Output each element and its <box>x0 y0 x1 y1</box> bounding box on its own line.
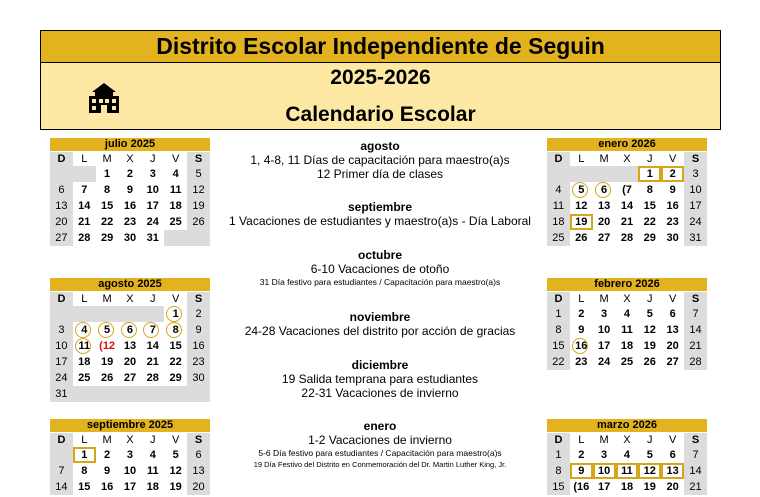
weekday-label: D <box>547 433 570 447</box>
empty-cell <box>570 166 593 182</box>
month-title: febrero 2026 <box>547 278 707 292</box>
day-cell: 5 <box>96 322 119 338</box>
day-cell: 6 <box>593 182 616 198</box>
day-cell: 29 <box>164 370 187 386</box>
event-month-title: enero <box>363 419 397 433</box>
day-cell: 17 <box>119 479 142 495</box>
day-cell: 29 <box>638 230 661 246</box>
day-cell: 10 <box>119 463 142 479</box>
empty-cell <box>616 166 639 182</box>
day-cell: 16 <box>570 338 593 354</box>
day-cell: 25 <box>616 354 639 370</box>
day-cell: 27 <box>661 354 684 370</box>
day-cell: (16 <box>570 479 593 495</box>
empty-cell <box>50 306 73 322</box>
day-cell: 28 <box>616 230 639 246</box>
month-title: enero 2026 <box>547 138 707 152</box>
day-cell: 4 <box>141 447 164 463</box>
event-line: 1-2 Vacaciones de invierno <box>308 433 452 447</box>
day-cell: 1 <box>164 306 187 322</box>
day-cell: 18 <box>547 214 570 230</box>
day-cell: 19 <box>164 479 187 495</box>
month-title: julio 2025 <box>50 138 210 152</box>
day-cell: 12 <box>187 182 210 198</box>
day-cell: 2 <box>119 166 142 182</box>
day-cell: 7 <box>684 447 707 463</box>
day-cell: 25 <box>164 214 187 230</box>
weekday-label: J <box>141 292 164 306</box>
weekday-label: X <box>119 152 142 166</box>
day-cell: 12 <box>638 322 661 338</box>
school-year: 2025-2026 <box>330 66 431 89</box>
day-cell: 5 <box>187 166 210 182</box>
weekday-label: M <box>593 433 616 447</box>
event-line: 22-31 Vacaciones de invierno <box>301 386 459 400</box>
event-month-title: diciembre <box>351 358 409 372</box>
month-title: septiembre 2025 <box>50 419 210 433</box>
day-cell: 3 <box>593 306 616 322</box>
weekday-label: S <box>187 433 210 447</box>
day-cell: 13 <box>119 338 142 354</box>
day-cell: 2 <box>570 306 593 322</box>
day-cell: 11 <box>141 463 164 479</box>
empty-cell <box>187 386 210 402</box>
day-cell: 13 <box>661 322 684 338</box>
day-cell: 5 <box>164 447 187 463</box>
district-title: Distrito Escolar Independiente de Seguin <box>156 33 605 59</box>
day-cell: 20 <box>119 354 142 370</box>
day-cell: 30 <box>187 370 210 386</box>
day-cell: 26 <box>187 214 210 230</box>
day-cell: 11 <box>164 182 187 198</box>
day-cell: 4 <box>547 182 570 198</box>
empty-cell <box>96 386 119 402</box>
weekday-label: S <box>684 152 707 166</box>
calendar-febrero <box>547 278 707 370</box>
weekday-label: X <box>119 292 142 306</box>
weekday-label: V <box>661 433 684 447</box>
weekday-label: X <box>616 292 639 306</box>
day-cell: 23 <box>661 214 684 230</box>
day-cell: 21 <box>684 338 707 354</box>
day-cell: 17 <box>141 198 164 214</box>
day-cell: 22 <box>547 354 570 370</box>
day-cell: 14 <box>50 479 73 495</box>
day-cell: 14 <box>684 463 707 479</box>
day-cell: 15 <box>547 338 570 354</box>
day-cell: 8 <box>73 463 96 479</box>
day-cell: 5 <box>570 182 593 198</box>
day-cell: 3 <box>50 322 73 338</box>
event-note: 31 Día festivo para estudiantes / Capacitación para maestro(a)s <box>259 277 501 287</box>
day-cell: 26 <box>96 370 119 386</box>
day-cell: 14 <box>684 322 707 338</box>
day-cell: 19 <box>187 198 210 214</box>
day-cell: 2 <box>187 306 210 322</box>
empty-cell <box>547 166 570 182</box>
events-septiembre <box>220 200 540 228</box>
day-cell: 18 <box>73 354 96 370</box>
weekday-label: S <box>684 292 707 306</box>
day-cell: 6 <box>661 447 684 463</box>
weekday-label: V <box>164 152 187 166</box>
weekday-label: X <box>119 433 142 447</box>
day-cell: 13 <box>50 198 73 214</box>
day-cell: 7 <box>50 463 73 479</box>
day-cell: 8 <box>638 182 661 198</box>
day-cell: 21 <box>73 214 96 230</box>
event-note: 19 Día Festivo del Distrito en Conmemoración del Dr. Martin Luther King, Jr. <box>253 460 507 469</box>
empty-cell <box>119 306 142 322</box>
weekday-label: D <box>547 152 570 166</box>
event-line: 6-10 Vacaciones de otoño <box>310 262 450 276</box>
day-cell: 29 <box>96 230 119 246</box>
day-cell: 18 <box>164 198 187 214</box>
day-cell: 6 <box>187 447 210 463</box>
weekday-label: L <box>570 292 593 306</box>
weekday-label: V <box>661 292 684 306</box>
event-line: 24-28 Vacaciones del distrito por acción de gracias <box>244 324 516 338</box>
weekday-label: J <box>638 292 661 306</box>
day-cell: 25 <box>73 370 96 386</box>
day-cell: 4 <box>616 447 639 463</box>
month-title: marzo 2026 <box>547 419 707 433</box>
day-cell: 18 <box>616 338 639 354</box>
events-noviembre <box>220 310 540 338</box>
day-cell: 11 <box>616 322 639 338</box>
day-cell: 5 <box>638 447 661 463</box>
day-cell: 16 <box>187 338 210 354</box>
empty-cell <box>164 230 187 246</box>
weekday-label: J <box>141 433 164 447</box>
weekday-label: M <box>593 152 616 166</box>
day-cell: 1 <box>547 306 570 322</box>
day-cell: 25 <box>547 230 570 246</box>
day-cell: 24 <box>141 214 164 230</box>
day-cell: 22 <box>164 354 187 370</box>
day-cell: 23 <box>119 214 142 230</box>
day-cell: (12 <box>96 338 119 354</box>
day-cell: 28 <box>73 230 96 246</box>
day-cell: 11 <box>73 338 96 354</box>
day-cell: 6 <box>119 322 142 338</box>
day-cell: 14 <box>616 198 639 214</box>
day-cell: 10 <box>684 182 707 198</box>
day-cell: 14 <box>73 198 96 214</box>
weekday-label: V <box>661 152 684 166</box>
event-month-title: noviembre <box>349 310 411 324</box>
weekday-label: L <box>73 433 96 447</box>
day-cell: 13 <box>661 463 684 479</box>
weekday-label: M <box>96 152 119 166</box>
day-cell: 15 <box>73 479 96 495</box>
day-cell: 23 <box>187 354 210 370</box>
weekday-label: D <box>50 152 73 166</box>
day-cell: 9 <box>661 182 684 198</box>
day-cell: 15 <box>547 479 570 495</box>
day-cell: 27 <box>119 370 142 386</box>
events-agosto <box>220 139 540 181</box>
day-cell: 9 <box>96 463 119 479</box>
day-cell: 5 <box>638 306 661 322</box>
day-cell: 11 <box>616 463 639 479</box>
empty-cell <box>96 306 119 322</box>
title-bar <box>41 31 720 63</box>
day-cell: 21 <box>141 354 164 370</box>
day-cell: 20 <box>50 214 73 230</box>
day-cell: 26 <box>638 354 661 370</box>
day-cell: 28 <box>141 370 164 386</box>
day-cell: 27 <box>593 230 616 246</box>
day-cell: 26 <box>570 230 593 246</box>
day-cell: 13 <box>187 463 210 479</box>
empty-cell <box>164 386 187 402</box>
day-cell: 31 <box>684 230 707 246</box>
day-cell: 20 <box>661 479 684 495</box>
calendar-header <box>40 30 721 130</box>
day-cell: 9 <box>119 182 142 198</box>
day-cell: 14 <box>141 338 164 354</box>
weekday-label: J <box>141 152 164 166</box>
day-cell: 19 <box>638 479 661 495</box>
day-cell: 9 <box>187 322 210 338</box>
day-cell: 23 <box>570 354 593 370</box>
day-cell: 11 <box>547 198 570 214</box>
day-cell: 4 <box>616 306 639 322</box>
day-cell: 6 <box>50 182 73 198</box>
day-cell: 10 <box>593 322 616 338</box>
calendar-agosto <box>50 278 210 402</box>
day-cell: 31 <box>141 230 164 246</box>
day-cell: 19 <box>638 338 661 354</box>
events-octubre <box>220 248 540 288</box>
empty-cell <box>119 386 142 402</box>
day-cell: 28 <box>684 354 707 370</box>
day-cell: 16 <box>119 198 142 214</box>
day-cell: 15 <box>164 338 187 354</box>
day-cell: 4 <box>73 322 96 338</box>
day-cell: 21 <box>616 214 639 230</box>
day-cell: 20 <box>593 214 616 230</box>
day-cell: 2 <box>661 166 684 182</box>
day-cell: 6 <box>661 306 684 322</box>
day-cell: 22 <box>638 214 661 230</box>
day-cell: 19 <box>96 354 119 370</box>
event-line: 19 Salida temprana para estudiantes <box>281 372 479 386</box>
empty-cell <box>141 306 164 322</box>
day-cell: 1 <box>638 166 661 182</box>
day-cell: 12 <box>164 463 187 479</box>
day-cell: 8 <box>547 463 570 479</box>
weekday-label: S <box>187 292 210 306</box>
weekday-label: L <box>73 152 96 166</box>
day-cell: 18 <box>141 479 164 495</box>
event-note: 5-6 Día festivo para estudiantes / Capacitación para maestro(a)s <box>258 448 502 458</box>
day-cell: 17 <box>50 354 73 370</box>
weekday-label: D <box>50 292 73 306</box>
empty-cell <box>50 447 73 463</box>
calendar-marzo <box>547 419 707 495</box>
day-cell: 2 <box>96 447 119 463</box>
empty-cell <box>187 230 210 246</box>
month-title: agosto 2025 <box>50 278 210 292</box>
day-cell: 1 <box>73 447 96 463</box>
weekday-label: L <box>73 292 96 306</box>
day-cell: 10 <box>50 338 73 354</box>
day-cell: 13 <box>593 198 616 214</box>
day-cell: 15 <box>638 198 661 214</box>
day-cell: 2 <box>570 447 593 463</box>
weekday-label: J <box>638 433 661 447</box>
day-cell: 1 <box>547 447 570 463</box>
day-cell: 8 <box>547 322 570 338</box>
event-line: 1 Vacaciones de estudiantes y maestro(a)s - Día Laboral <box>229 214 531 228</box>
day-cell: 24 <box>593 354 616 370</box>
day-cell: 17 <box>593 479 616 495</box>
day-cell: 3 <box>684 166 707 182</box>
weekday-label: J <box>638 152 661 166</box>
day-cell: 30 <box>661 230 684 246</box>
day-cell: 10 <box>593 463 616 479</box>
day-cell: 9 <box>570 463 593 479</box>
calendar-subtitle: Calendario Escolar <box>285 103 476 126</box>
day-cell: 3 <box>141 166 164 182</box>
weekday-label: S <box>187 152 210 166</box>
school-icon <box>87 81 121 115</box>
day-cell: 12 <box>570 198 593 214</box>
day-cell: 3 <box>593 447 616 463</box>
calendar-enero <box>547 138 707 246</box>
day-cell: 8 <box>164 322 187 338</box>
event-month-title: agosto <box>360 139 400 153</box>
event-month-title: octubre <box>357 248 402 262</box>
day-cell: 15 <box>96 198 119 214</box>
day-cell: 30 <box>119 230 142 246</box>
weekday-label: D <box>547 292 570 306</box>
weekday-label: S <box>684 433 707 447</box>
day-cell: 12 <box>638 463 661 479</box>
day-cell: (7 <box>616 182 639 198</box>
day-cell: 4 <box>164 166 187 182</box>
day-cell: 21 <box>684 479 707 495</box>
day-cell: 16 <box>96 479 119 495</box>
day-cell: 8 <box>96 182 119 198</box>
empty-cell <box>73 386 96 402</box>
day-cell: 7 <box>141 322 164 338</box>
weekday-label: L <box>570 152 593 166</box>
calendar-septiembre <box>50 419 210 495</box>
day-cell: 27 <box>50 230 73 246</box>
day-cell: 10 <box>141 182 164 198</box>
weekday-label: D <box>50 433 73 447</box>
empty-cell <box>50 166 73 182</box>
calendar-julio <box>50 138 210 246</box>
empty-cell <box>141 386 164 402</box>
weekday-label: L <box>570 433 593 447</box>
day-cell: 19 <box>570 214 593 230</box>
day-cell: 31 <box>50 386 73 402</box>
day-cell: 18 <box>616 479 639 495</box>
day-cell: 7 <box>684 306 707 322</box>
events-enero <box>220 419 540 471</box>
day-cell: 24 <box>50 370 73 386</box>
day-cell: 22 <box>96 214 119 230</box>
weekday-label: M <box>96 292 119 306</box>
weekday-label: V <box>164 433 187 447</box>
day-cell: 20 <box>187 479 210 495</box>
weekday-label: M <box>593 292 616 306</box>
empty-cell <box>593 166 616 182</box>
empty-cell <box>73 306 96 322</box>
weekday-label: X <box>616 433 639 447</box>
weekday-label: M <box>96 433 119 447</box>
day-cell: 24 <box>684 214 707 230</box>
event-month-title: septiembre <box>347 200 413 214</box>
weekday-label: X <box>616 152 639 166</box>
empty-cell <box>73 166 96 182</box>
weekday-label: V <box>164 292 187 306</box>
day-cell: 17 <box>593 338 616 354</box>
events-diciembre <box>220 358 540 400</box>
event-line: 12 Primer día de clases <box>316 167 444 181</box>
day-cell: 17 <box>684 198 707 214</box>
day-cell: 16 <box>661 198 684 214</box>
day-cell: 1 <box>96 166 119 182</box>
day-cell: 9 <box>570 322 593 338</box>
event-line: 1, 4-8, 11 Días de capacitación para maestro(a)s <box>250 153 510 167</box>
day-cell: 20 <box>661 338 684 354</box>
day-cell: 3 <box>119 447 142 463</box>
day-cell: 7 <box>73 182 96 198</box>
